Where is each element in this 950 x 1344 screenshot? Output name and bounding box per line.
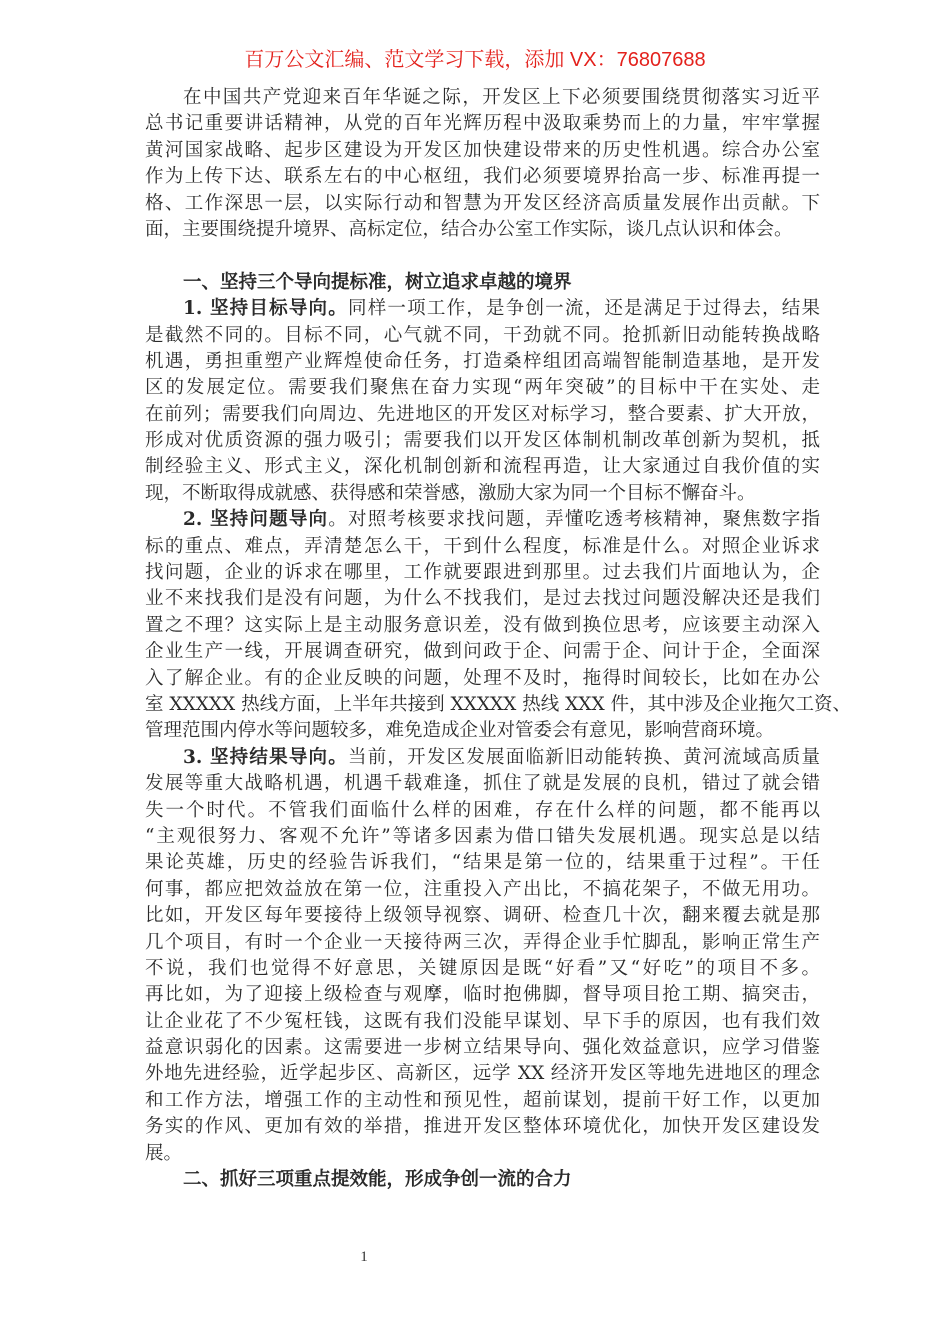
text-line: 总书记重要讲话精神，从党的百年光辉历程中汲取乘势而上的力量，牢牢掌握 <box>145 113 820 135</box>
text-line: 比如，开发区每年要接待上级领导视察、调研、检查几十次，翻来覆去就是那 <box>145 905 820 927</box>
text-line: 业不来找我们是没有问题，为什么不找我们，是过去找过问题没解决还是我们 <box>145 588 820 610</box>
promo-banner: 百万公文汇编、范文学习下载，添加 VX：76807688 <box>244 49 706 71</box>
text-line: 入了解企业。有的企业反映的问题，处理不及时，拖得时间较长，比如在办公 <box>145 667 820 689</box>
text-line: 室 XXXXX 热线方面，上半年共接到 XXXXX 热线 XXX 件，其中涉及企业拖欠工资、 <box>145 693 852 715</box>
text-line: 在前列；需要我们向周边、先进地区的开发区对标学习，整合要素、扩大开放， <box>145 403 820 425</box>
paragraph <box>145 745 820 1167</box>
text-line: “主观很努力、客观不允许”等诸多因素为借口错失发展机遇。现实总是以结 <box>145 825 820 847</box>
paragraph <box>145 507 852 745</box>
text-line <box>145 507 820 533</box>
text-line: 形成对优质资源的强力吸引；需要我们以开发区体制机制改革创新为契机，抵 <box>145 430 820 452</box>
text-line: 和工作方法，增强工作的主动性和预见性，超前谋划，提前干好工作，以更加 <box>145 1089 820 1111</box>
text-line: 发展等重大战略机遇，机遇千载难逢，抓住了就是发展的良机，错过了就会错 <box>145 773 820 795</box>
text-line: 黄河国家战略、起步区建设为开发区加快建设带来的历史性机遇。综合办公室 <box>145 139 820 161</box>
page-number: 1 <box>360 1249 368 1265</box>
text-line: 面，主要围绕提升境界、高标定位，结合办公室工作实际，谈几点认识和体会。 <box>145 218 793 240</box>
paragraph-lead: 3. 坚持结果导向。 <box>183 746 348 768</box>
section-heading: 一、坚持三个导向提标准，树立追求卓越的境界 <box>183 271 572 293</box>
line-text: 同样一项工作，是争创一流，还是满足于过得去，结果 <box>348 298 820 320</box>
section-heading: 二、抓好三项重点提效能，形成争创一流的合力 <box>183 1169 572 1191</box>
text-line: 标的重点、难点，弄清楚怎么干，干到什么程度，标准是什么。对照企业诉求 <box>145 535 820 557</box>
text-line: 企业生产一线，开展调查研究，做到问政于企、问需于企、问计于企，全面深 <box>145 641 820 663</box>
text-line: 再比如，为了迎接上级检查与观摩，临时抱佛脚，督导项目抢工期、搞突击， <box>145 984 820 1006</box>
text-line: 管理范围内停水等问题较多，难免造成企业对管委会有意见，影响营商环境。 <box>145 720 775 742</box>
text-line: 展。 <box>145 1142 183 1164</box>
text-line: 务实的作风、更加有效的举措，推进开发区整体环境优化，加快开发区建设发 <box>145 1116 820 1138</box>
text-line: 何事，都应把效益放在第一位，注重投入产出比，不搞花架子，不做无用功。 <box>145 878 820 900</box>
text-line: 果论英雄，历史的经验告诉我们，“结果是第一位的，结果重于过程”。干任 <box>145 852 820 874</box>
paragraph <box>145 85 820 243</box>
text-line: 不说，我们也觉得不好意思，关键原因是既“好看”又“好吃”的项目不多。 <box>145 957 820 979</box>
text-line: 现，不断取得成就感、获得感和荣誉感，激励大家为同一个目标不懈奋斗。 <box>145 482 756 504</box>
text-line <box>145 296 820 322</box>
text-line: 置之不理？这实际上是主动服务意识差，没有做到换位思考，应该要主动深入 <box>145 614 820 636</box>
text-line: 找问题，企业的诉求在哪里，工作就要跟进到那里。过去我们片面地认为，企 <box>145 562 820 584</box>
text-line: 几个项目，有时一个企业一天接待两三次，弄得企业手忙脚乱，影响正常生产 <box>145 931 820 953</box>
text-line: 格、工作深思一层，以实际行动和智慧为开发区经济高质量发展作出贡献。下 <box>145 192 820 214</box>
paragraph <box>145 296 820 507</box>
text-line: 在中国共产党迎来百年华诞之际，开发区上下必须要围绕贯彻落实习近平 <box>183 87 820 108</box>
text-line: 失一个时代。不管我们面临什么样的困难，存在什么样的问题，都不能再以 <box>145 799 820 821</box>
blank-line <box>145 243 820 269</box>
text-line: 区的发展定位。需要我们聚焦在奋力实现“两年突破”的目标中干在实处、走 <box>145 377 820 399</box>
text-line: 制经验主义、形式主义，深化机制创新和流程再造，让大家通过自我价值的实 <box>145 456 820 478</box>
text-line <box>145 745 820 771</box>
paragraph-lead: 1. 坚持目标导向。 <box>183 298 348 320</box>
line-text: 。对照考核要求找问题，弄懂吃透考核精神，聚焦数字指 <box>328 509 820 531</box>
text-line: 外地先进经验，近学起步区、高新区，远学 XX 经济开发区等地先进地区的理念 <box>145 1063 820 1085</box>
text-line: 机遇，勇担重塑产业辉煌使命任务，打造桑梓组团高端智能制造基地，是开发 <box>145 350 820 372</box>
text-line: 作为上传下达、联系左右的中心枢纽，我们必须要境界抬高一步、标准再提一 <box>145 166 820 188</box>
text-line: 让企业花了不少冤枉钱，这既有我们没能早谋划、早下手的原因，也有我们效 <box>145 1010 820 1032</box>
document-body <box>145 85 852 1193</box>
line-text: 当前，开发区发展面临新旧动能转换、黄河流域高质量 <box>348 746 820 768</box>
text-line: 益意识弱化的因素。这需要进一步树立结果导向、强化效益意识，应学习借鉴 <box>145 1037 820 1059</box>
paragraph-lead: 2. 坚持问题导向 <box>183 509 329 531</box>
text-line: 是截然不同的。目标不同，心气就不同，干劲就不同。抢抓新旧动能转换战略 <box>145 324 820 346</box>
